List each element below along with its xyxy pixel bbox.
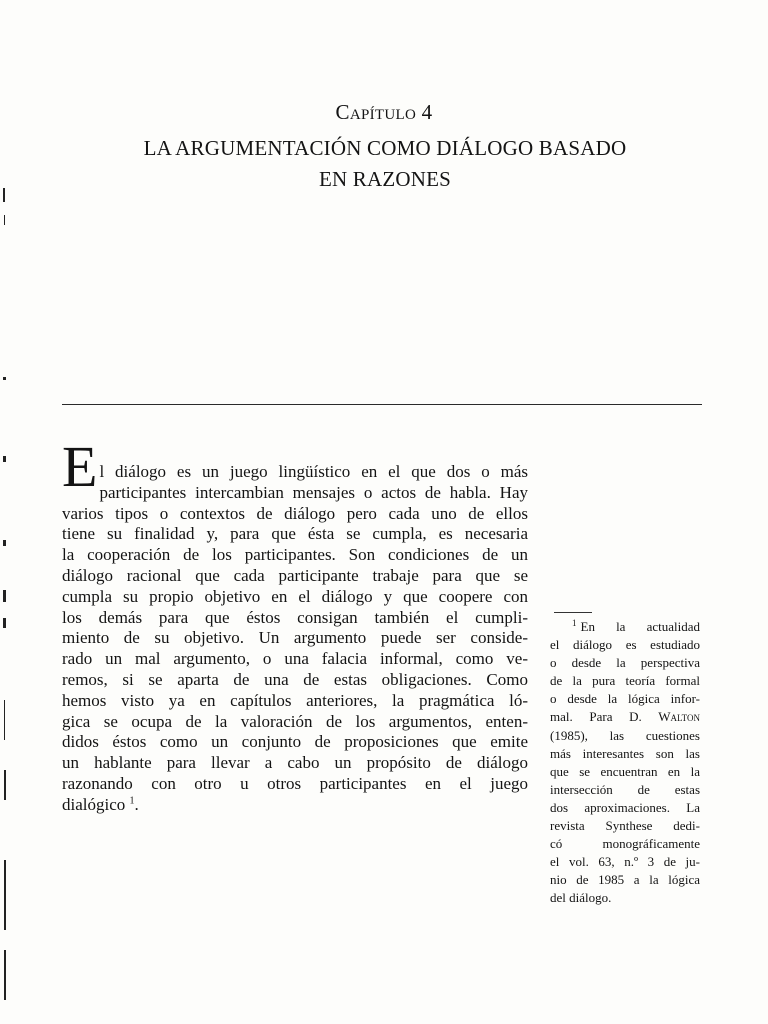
footnote-rule bbox=[554, 612, 592, 613]
body-line: remos, si se aparta de una de estas obligaciones. Como bbox=[62, 669, 528, 689]
body-line: rado un mal argumento, o una falacia informal, como ve- bbox=[62, 649, 528, 669]
chapter-label: Capítulo 4 bbox=[335, 100, 433, 124]
scan-speck bbox=[3, 590, 6, 602]
scan-speck bbox=[3, 377, 6, 380]
body-line: hemos visto ya en capítulos anteriores, la pragmática ló- bbox=[62, 690, 528, 710]
scan-speck bbox=[4, 700, 5, 740]
body-line: l diálogo es un juego lingüístico en el que dos o más bbox=[99, 462, 528, 481]
footnote-line: có monográficamente bbox=[550, 836, 700, 852]
footnote-line: (1985), las cuestiones bbox=[550, 727, 700, 743]
body-line: gica se ocupa de la valoración de los argumentos, enten- bbox=[62, 711, 528, 731]
scan-speck bbox=[4, 950, 6, 1000]
footnote-line: que se encuentran en la bbox=[550, 763, 700, 779]
footnote-line: más interesantes son las bbox=[550, 745, 700, 761]
body-text bbox=[62, 434, 528, 816]
scan-speck bbox=[3, 456, 6, 462]
chapter-title-line: LA ARGUMENTACIÓN COMO DIÁLOGO BASADO bbox=[143, 136, 627, 160]
body-line: tiene su finalidad y, para que ésta se cumpla, es necesaria bbox=[62, 524, 528, 544]
footnote-line: mal. Para D. Walton bbox=[550, 709, 700, 725]
footnote-line: o desde la lógica infor- bbox=[550, 691, 700, 707]
body-line: miento de su objetivo. Un argumento puede ser conside- bbox=[62, 628, 528, 648]
body-line: varios tipos o contextos de diálogo pero cada uno de ellos bbox=[62, 503, 528, 523]
footnote-mark: 1 bbox=[572, 617, 577, 628]
drop-cap: E bbox=[62, 434, 98, 499]
footnote bbox=[550, 618, 700, 908]
footnote-line: el diálogo es estudiado bbox=[550, 637, 700, 653]
scan-speck bbox=[4, 860, 6, 930]
footnote-line: del diálogo. bbox=[550, 890, 612, 906]
footnote-reference[interactable]: 1 bbox=[129, 795, 135, 807]
chapter-title-line: EN RAZONES bbox=[318, 167, 452, 191]
scan-speck bbox=[4, 770, 6, 800]
body-line: la cooperación de los participantes. Son condiciones de un bbox=[62, 545, 528, 565]
footnote-line: revista Synthese dedi- bbox=[550, 818, 700, 834]
footnote-line: de la pura teoría formal bbox=[550, 673, 700, 689]
body-line: dialógico $^1$. bbox=[62, 794, 139, 814]
scan-speck bbox=[4, 215, 5, 225]
body-line: los demás para que éstos consigan también el cumpli- bbox=[62, 607, 528, 627]
body-line: participantes intercambian mensajes o actos de habla. Hay bbox=[99, 482, 528, 502]
footnote-line: nio de 1985 a la lógica bbox=[550, 872, 700, 888]
scan-speck bbox=[3, 188, 5, 202]
body-line: razonando con otro u otros participantes en el juego bbox=[62, 773, 528, 793]
scan-speck bbox=[3, 618, 6, 628]
footnote-line: intersección de estas bbox=[550, 781, 700, 797]
footnote-line: o desde la perspectiva bbox=[550, 655, 700, 671]
footnote-line: $^1$ En la actualidad bbox=[572, 617, 700, 634]
chapter-title bbox=[60, 133, 710, 195]
footnote-line: el vol. 63, n.º 3 de ju- bbox=[550, 854, 700, 870]
body-line: diálogo racional que cada participante trabaje para que se bbox=[62, 565, 528, 585]
body-line: cumpla su propio objetivo en el diálogo y que coopere con bbox=[62, 586, 528, 606]
body-line: didos éstos como un conjunto de proposiciones que emite bbox=[62, 732, 528, 752]
scan-speck bbox=[3, 540, 6, 546]
body-line: un hablante para llevar a cabo un propósito de diálogo bbox=[62, 753, 528, 773]
footnote-line: dos aproximaciones. La bbox=[550, 799, 700, 815]
section-rule bbox=[62, 404, 702, 405]
